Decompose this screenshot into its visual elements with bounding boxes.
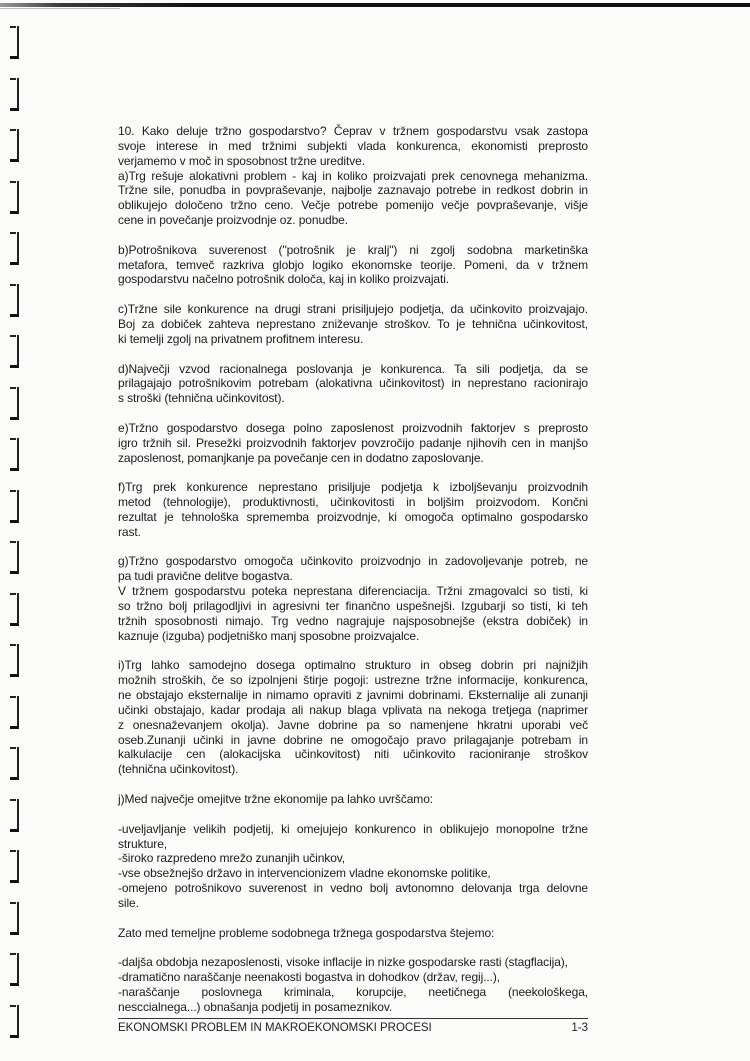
text-line: b)Potrošnikova suverenost ("potrošnik je kralj") ni zgolj sodobna marketinška [118,242,588,257]
footer-title: EKONOMSKI PROBLEM IN MAKROEKONOMSKI PROCESI [118,1022,432,1034]
text-line: ne obstajajo eksternalije in nimamo opraviti z javnimi dobrinami. Eksternalije ali zunanji [118,688,588,703]
document-section [118,926,588,941]
text-line: tržnih sposobnosti nimajo. Trg vedno nagrajuje najsposobnejše (ekstra dobiček) in [118,613,588,628]
document-section [118,124,588,228]
text-line: gospodarstvu načelno potrošnik določa, kaj in koliko proizvajati. [118,272,450,287]
paragraph [118,362,588,407]
paragraph [118,169,588,228]
paragraph [118,658,588,777]
text-line: kaznuje (izguba) podjetniško manj sposobne proizvajalce. [118,628,420,643]
text-line: igro tržnih sil. Presežki proizvodnih faktorjev povzročijo padanje njihovih cen in manjšo [118,435,588,450]
text-line: Tržne sile, ponudba in povpraševanje, najbolje zaznavajo potrebe in redkost dobrin in [118,183,588,198]
text-line: z onesnaževanjem okolja). Javne dobrine pa so namenjene hkratni uporabi več [118,717,588,732]
text-line: metod (tehnologije), produktivnosti, učinkovitosti in boljšim proizvodom. Končni [118,495,588,510]
paragraph [118,881,588,911]
binding-bracket-mark [10,902,19,935]
document-section [118,243,588,288]
paragraph [118,584,588,643]
text-line: d)Največji vzvod racionalnega poslovanja je konkurenca. Ta sili podjetja, da se [118,361,588,376]
paragraph [118,926,588,941]
binding-bracket-mark [10,232,19,265]
paragraph [118,866,588,881]
paragraph [118,792,588,807]
binding-bracket-mark [10,1005,19,1038]
paragraph [118,851,588,866]
text-line: c)Tržne sile konkurence na drugi strani prisiljujejo podjetja, da učinkovito proizvajajo. [118,302,588,317]
text-line: e)Tržno gospodarstvo dosega polno zaposlenost proizvodnih faktorjev s preprosto [118,420,588,435]
text-line: cene in povečanje proizvodnje oz. ponudbe. [118,213,348,228]
binding-bracket-mark [10,438,19,471]
text-line: -naraščanje poslovnega kriminala, korupcije, neetičnega (neekološkega, [118,984,588,999]
text-line: -dramatično naraščanje neenakosti bogastva in dohodkov (držav, regij...), [118,970,501,985]
binding-bracket-mark [10,490,19,523]
text-line: so tržno bolj prilagodljivi in agresivni ter finančno uspešnejši. Izgubarji so tisti, ki teh [118,599,588,613]
text-line: kalkulacije cen (alokacijska učinkovitost) niti učinkovito racioniranje stroškov [118,747,588,762]
text-line: 10. Kako deluje tržno gospodarstvo? Čeprav v tržnem gospodarstvu vsak zastopa [118,124,588,138]
binding-bracket-mark [10,644,19,677]
text-line: -uveljavljanje velikih podjetij, ki omejujejo konkurenco in oblikujejo monopolne tržne [118,821,588,836]
text-line: zaposlenost, pomanjkanje pa povečanje cen in dodatno zaposlovanje. [118,450,484,465]
binding-bracket-mark [10,593,19,626]
binding-bracket-mark [10,541,19,574]
text-line: Zato med temeljne probleme sodobnega tržnega gospodarstva štejemo: [118,925,495,940]
text-line: možnih stroških, če so izpolnjeni štirje pogoji: ustrezne tržne informacije, konkurenca, [118,673,588,688]
text-line: oblikujejo določeno tržno ceno. Večje potrebe pomenijo večje povpraševanje, višje [118,198,588,213]
binding-bracket-mark [10,78,19,111]
text-line: rast. [118,524,141,539]
text-line: s stroški (tehnična učinkovitost). [118,391,285,406]
paragraph [118,421,588,466]
binding-bracket-mark [10,799,19,832]
text-line: svoje interese in med tržnimi subjekti vlada konkurenca, ekonomisti preprosto [118,138,588,153]
text-line: V tržnem gospodarstvu poteka neprestana diferenciacija. Tržni zmagovalci so tisti, ki [118,584,588,599]
scan-top-edge-line [0,3,750,7]
text-line: j)Med največje omejitve tržne ekonomije pa lahko uvrščamo: [118,791,434,806]
document-section [118,554,588,643]
text-line: metafora, temveč razkriva globjo logiko ekonomske teorije. Pomeni, da v tržnem [118,257,588,272]
paragraph [118,480,588,539]
paragraph [118,970,588,985]
text-line: -široko razpredeno mrežo zunanjih učinkov, [118,851,346,866]
document-section [118,792,588,807]
binding-holes-margin [0,0,30,1061]
text-line: nesccialnega...) obnašanja podjetij in posameznikov. [118,999,393,1014]
text-line: strukture, [118,836,168,851]
text-line: Boj za dobiček zahteva neprestano zniževanje stroškov. To je tehnična učinkovitost, [118,316,588,331]
text-line: pa tudi pravične delitve bogastva. [118,569,293,584]
text-line: g)Tržno gospodarstvo omogoča učinkovito proizvodnjo in zadovoljevanje potreb, ne [118,554,588,569]
paragraph [118,302,588,347]
binding-bracket-mark [10,747,19,780]
binding-bracket-mark [10,284,19,317]
paragraph [118,955,588,970]
text-line: i)Trg lahko samodejno dosega optimalno strukturo in obseg dobrin pri najnižjih [118,658,588,673]
text-line: verjamemo v moč in sposobnost tržne ureditve. [118,153,365,168]
text-line: rezultat je tehnološka sprememba proizvodnje, ki omogoča optimalno gospodarsko [118,509,588,524]
binding-bracket-mark [10,696,19,729]
text-line: (tehnična učinkovitost). [118,762,239,777]
paragraph [118,554,588,584]
document-section [118,362,588,407]
document-section [118,480,588,539]
document-section [118,822,588,911]
binding-bracket-mark [10,26,19,59]
binding-bracket-mark [10,181,19,214]
binding-bracket-mark [10,335,19,368]
page-footer [118,1022,588,1034]
text-line: oseb.Zunanji učinki in javne dobrine ne omogočajo pravo prilagajanje potrebam in [118,732,588,747]
document-section [118,421,588,466]
text-line: a)Trg rešuje alokativni problem - kaj in koliko proizvajati prek cenovnega mehanizma. [118,168,588,183]
paragraph [118,985,588,1015]
text-line: prilagajajo potrošnikovim potrebam (alokativna učinkovitost) in neprestano racionirajo [118,376,588,391]
document-body [118,124,588,1015]
text-line: f)Trg prek konkurence neprestano prisiljuje podjetja k izboljševanju proizvodnih [118,480,588,495]
binding-bracket-mark [10,953,19,986]
paragraph [118,822,588,852]
text-line: sile. [118,895,139,910]
footer-divider [118,1018,588,1019]
paragraph [118,243,588,288]
paragraph [118,124,588,169]
binding-bracket-mark [10,387,19,420]
document-section [118,302,588,347]
text-line: -daljša obdobja nezaposlenosti, visoke inflacije in nizke gospodarske rasti (stagflacija), [118,955,568,970]
binding-bracket-mark [10,850,19,883]
binding-bracket-mark [10,129,19,162]
text-line: -omejeno potrošnikovo suverenost in vedno bolj avtonomno delovanja trga delovne [118,881,588,896]
page-number: 1-3 [571,1022,588,1034]
text-line: -vse obsežnejšo državo in intervencionizem vladne ekonomske politike, [118,866,491,881]
text-line: ki temelji zgolj na privatnem profitnem interesu. [118,331,364,346]
document-section [118,955,588,1014]
document-section [118,658,588,777]
text-line: učinki obstajajo, kadar prodaja ali nakup blaga vplivata na nekoga tretjega (naprimer [118,702,588,717]
